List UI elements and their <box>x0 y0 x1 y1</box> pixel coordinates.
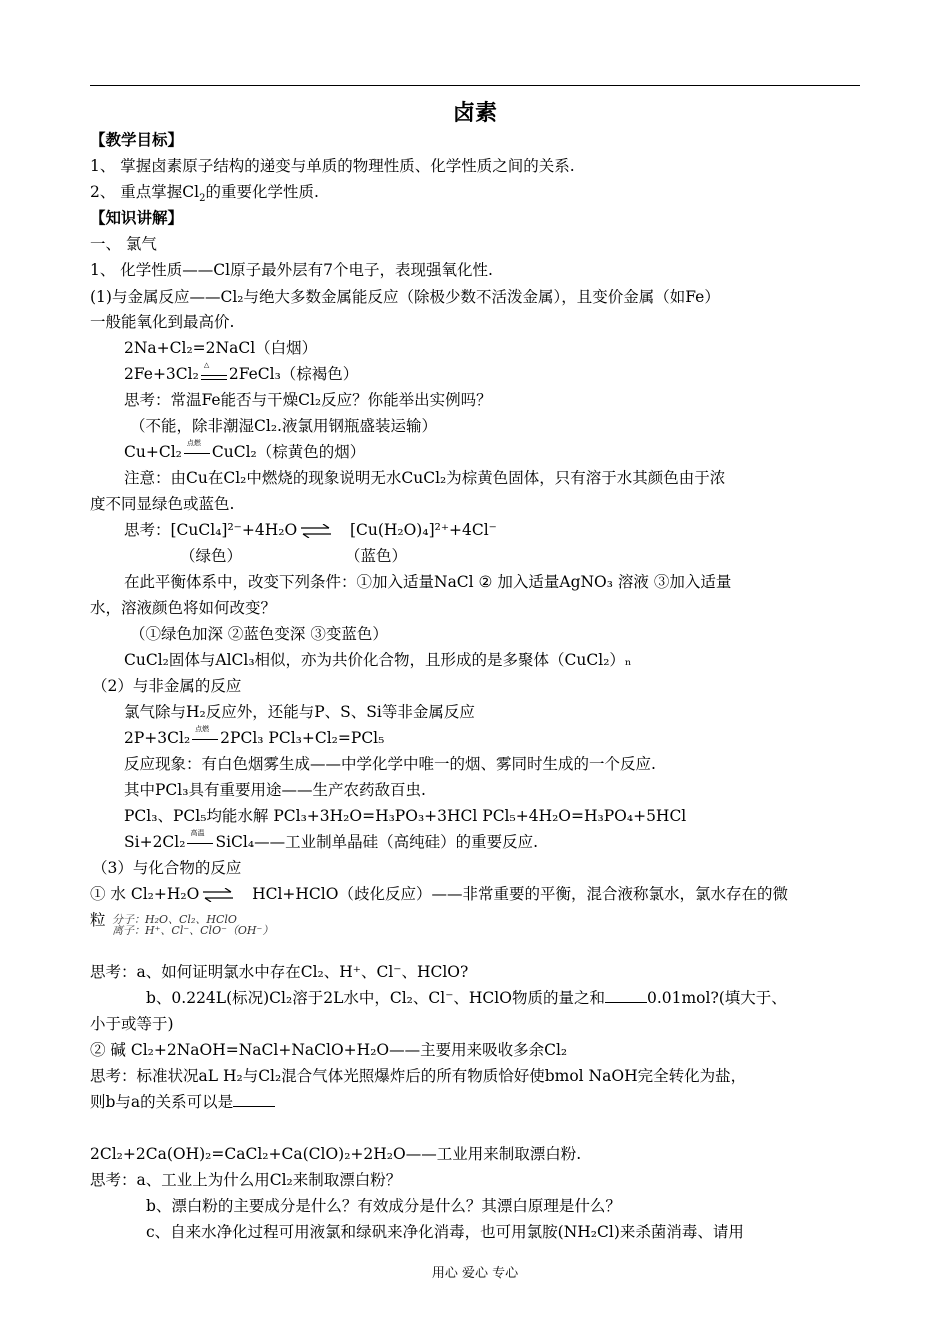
cucl2-note: CuCl₂固体与AlCl₃相似，亦为共价化合物，且形成的是多聚体（CuCl₂）ₙ <box>124 651 632 669</box>
goal-2: 2、 重点掌握$Cl_2$的重要化学性质. <box>90 183 319 205</box>
chemical-properties: 1、 化学性质——Cl原子最外层有7个电子，表现强氧化性. <box>90 261 493 279</box>
section-teaching-goals: 【教学目标】 <box>90 131 184 149</box>
particles-bracket <box>112 914 273 936</box>
note-copper-line-1: 注意：由Cu在Cl₂中燃烧的现象说明无水CuCl₂为棕黄色固体，只有溶于水其颜色由于浓 <box>124 469 726 487</box>
equation-iron: 2Fe+3Cl₂ △ 2FeCl₃（棕褐色） <box>124 361 359 383</box>
equilibrium-question-line-1: 在此平衡体系中，改变下列条件：①加入适量NaCl ② 加入适量AgNO₃ 溶液 ③加入适量 <box>124 573 732 591</box>
water-reaction: ① 水 Cl₂+H₂O HCl+HClO（歧化反应）——非常重要的平衡，混合液称氯水，氯水存在的微 <box>90 885 788 903</box>
equilibrium-answer: （①绿色加深 ②蓝色变深 ③变蓝色） <box>130 625 388 643</box>
answer-iron: （不能，除非潮湿Cl₂.液氯用钢瓶盛装运输） <box>130 417 437 435</box>
equilibrium-arrow-icon <box>201 888 235 902</box>
equation-sodium: 2Na+Cl₂=2NaCl（白烟） <box>124 339 318 357</box>
chlorine-heading: 一、 氯气 <box>90 235 157 253</box>
equation-phosphorus: 2P+3Cl₂ 点燃 2PCl₃ PCl₃+Cl₂=PCl₅ <box>124 725 385 747</box>
ignite-condition: 点燃 <box>184 447 210 459</box>
heat-condition: △ <box>201 369 227 381</box>
equation-copper: Cu+Cl₂ 点燃 CuCl₂（棕黄色的烟） <box>124 439 366 461</box>
header-rule <box>90 85 860 86</box>
nonmetal-heading: （2）与非金属的反应 <box>92 677 242 695</box>
color-green: （绿色） <box>180 547 243 565</box>
think-c-cont: 则b与a的关系可以是 <box>90 1092 275 1112</box>
base-reaction: ② 碱 Cl₂+2NaOH=NaCl+NaClO+H₂O——主要用来吸收多余Cl₂ <box>90 1041 568 1059</box>
reaction-phenomenon: 反应现象：有白色烟雾生成——中学化学中唯一的烟、雾同时生成的一个反应. <box>124 755 656 773</box>
think-a: 思考：a、如何证明氯水中存在Cl₂、H⁺、Cl⁻、HClO? <box>90 963 469 981</box>
equilibrium-arrow-icon <box>299 524 333 538</box>
think-b: b、0.224L(标况)Cl₂溶于2L水中，Cl₂、Cl⁻、HClO物质的量之和 0.01mol?(填大于、 <box>146 989 787 1007</box>
bleach-question-b: b、漂白粉的主要成分是什么？有效成分是什么？其漂白原理是什么？ <box>146 1197 621 1215</box>
pcl3-use: 其中PCl₃具有重要用途——生产农药敌百虫. <box>124 781 426 799</box>
compound-heading: （3）与化合物的反应 <box>92 859 242 877</box>
page-footer: 用心 爱心 专心 <box>431 1266 519 1281</box>
water-particles-label: 粒 <box>90 911 106 929</box>
think-b-cont: 小于或等于) <box>90 1015 174 1033</box>
nonmetal-intro: 氯气除与H₂反应外，还能与P、S、Si等非金属反应 <box>124 703 475 721</box>
metal-reaction-line-2: 一般能氧化到最高价. <box>90 313 235 331</box>
think-c: 思考：标准状况aL H₂与Cl₂混合气体光照爆炸后的所有物质恰好使bmol NaOH完全转化为盐， <box>90 1067 747 1085</box>
hydrolysis: PCl₃、PCl₅均能水解 PCl₃+3H₂O=H₃PO₃+3HCl PCl₅+4H₂O=H₃PO₄+5HCl <box>124 807 687 825</box>
metal-reaction-line-1: (1)与金属反应——Cl₂与绝大多数金属能反应（除极少数不活泼金属），且变价金属（如Fe） <box>90 288 720 306</box>
ignite-condition: 点燃 <box>192 733 218 745</box>
goal-1: 1、 掌握卤素原子结构的递变与单质的物理性质、化学性质之间的关系. <box>90 157 575 175</box>
bleach-equation: 2Cl₂+2Ca(OH)₂=CaCl₂+Ca(ClO)₂+2H₂O——工业用来制取漂白粉. <box>90 1145 582 1163</box>
note-copper-line-2: 度不同显绿色或蓝色. <box>90 495 235 513</box>
section-knowledge: 【知识讲解】 <box>90 209 184 227</box>
particles-molecules: 分子：H₂O、Cl₂、HClO <box>112 913 237 926</box>
equilibrium-question-line-2: 水，溶液颜色将如何改变？ <box>90 599 277 617</box>
page-title: 卤素 <box>452 101 497 126</box>
answer-blank[interactable] <box>233 1092 275 1107</box>
think-iron: 思考：常温Fe能否与干燥Cl₂反应？你能举出实例吗？ <box>124 391 492 409</box>
bleach-question-a: 思考：a、工业上为什么用Cl₂来制取漂白粉？ <box>90 1171 402 1189</box>
answer-blank[interactable] <box>605 988 647 1003</box>
bleach-question-c: c、自来水净化过程可用液氯和绿矾来净化消毒，也可用氯胺(NH₂Cl)来杀菌消毒、请用 <box>146 1223 744 1241</box>
think-copper-equilibrium: 思考：[CuCl₄]²⁻+4H₂O [Cu(H₂O)₄]²⁺+4Cl⁻ <box>124 521 497 539</box>
color-blue: （蓝色） <box>345 547 408 565</box>
equation-silicon: Si+2Cl₂ 高温 SiCl₄——工业制单晶硅（高纯硅）的重要反应. <box>124 829 539 851</box>
particles-ions: 离子：H⁺、Cl⁻、ClO⁻（OH⁻） <box>112 924 274 937</box>
high-temp-condition: 高温 <box>187 837 213 849</box>
